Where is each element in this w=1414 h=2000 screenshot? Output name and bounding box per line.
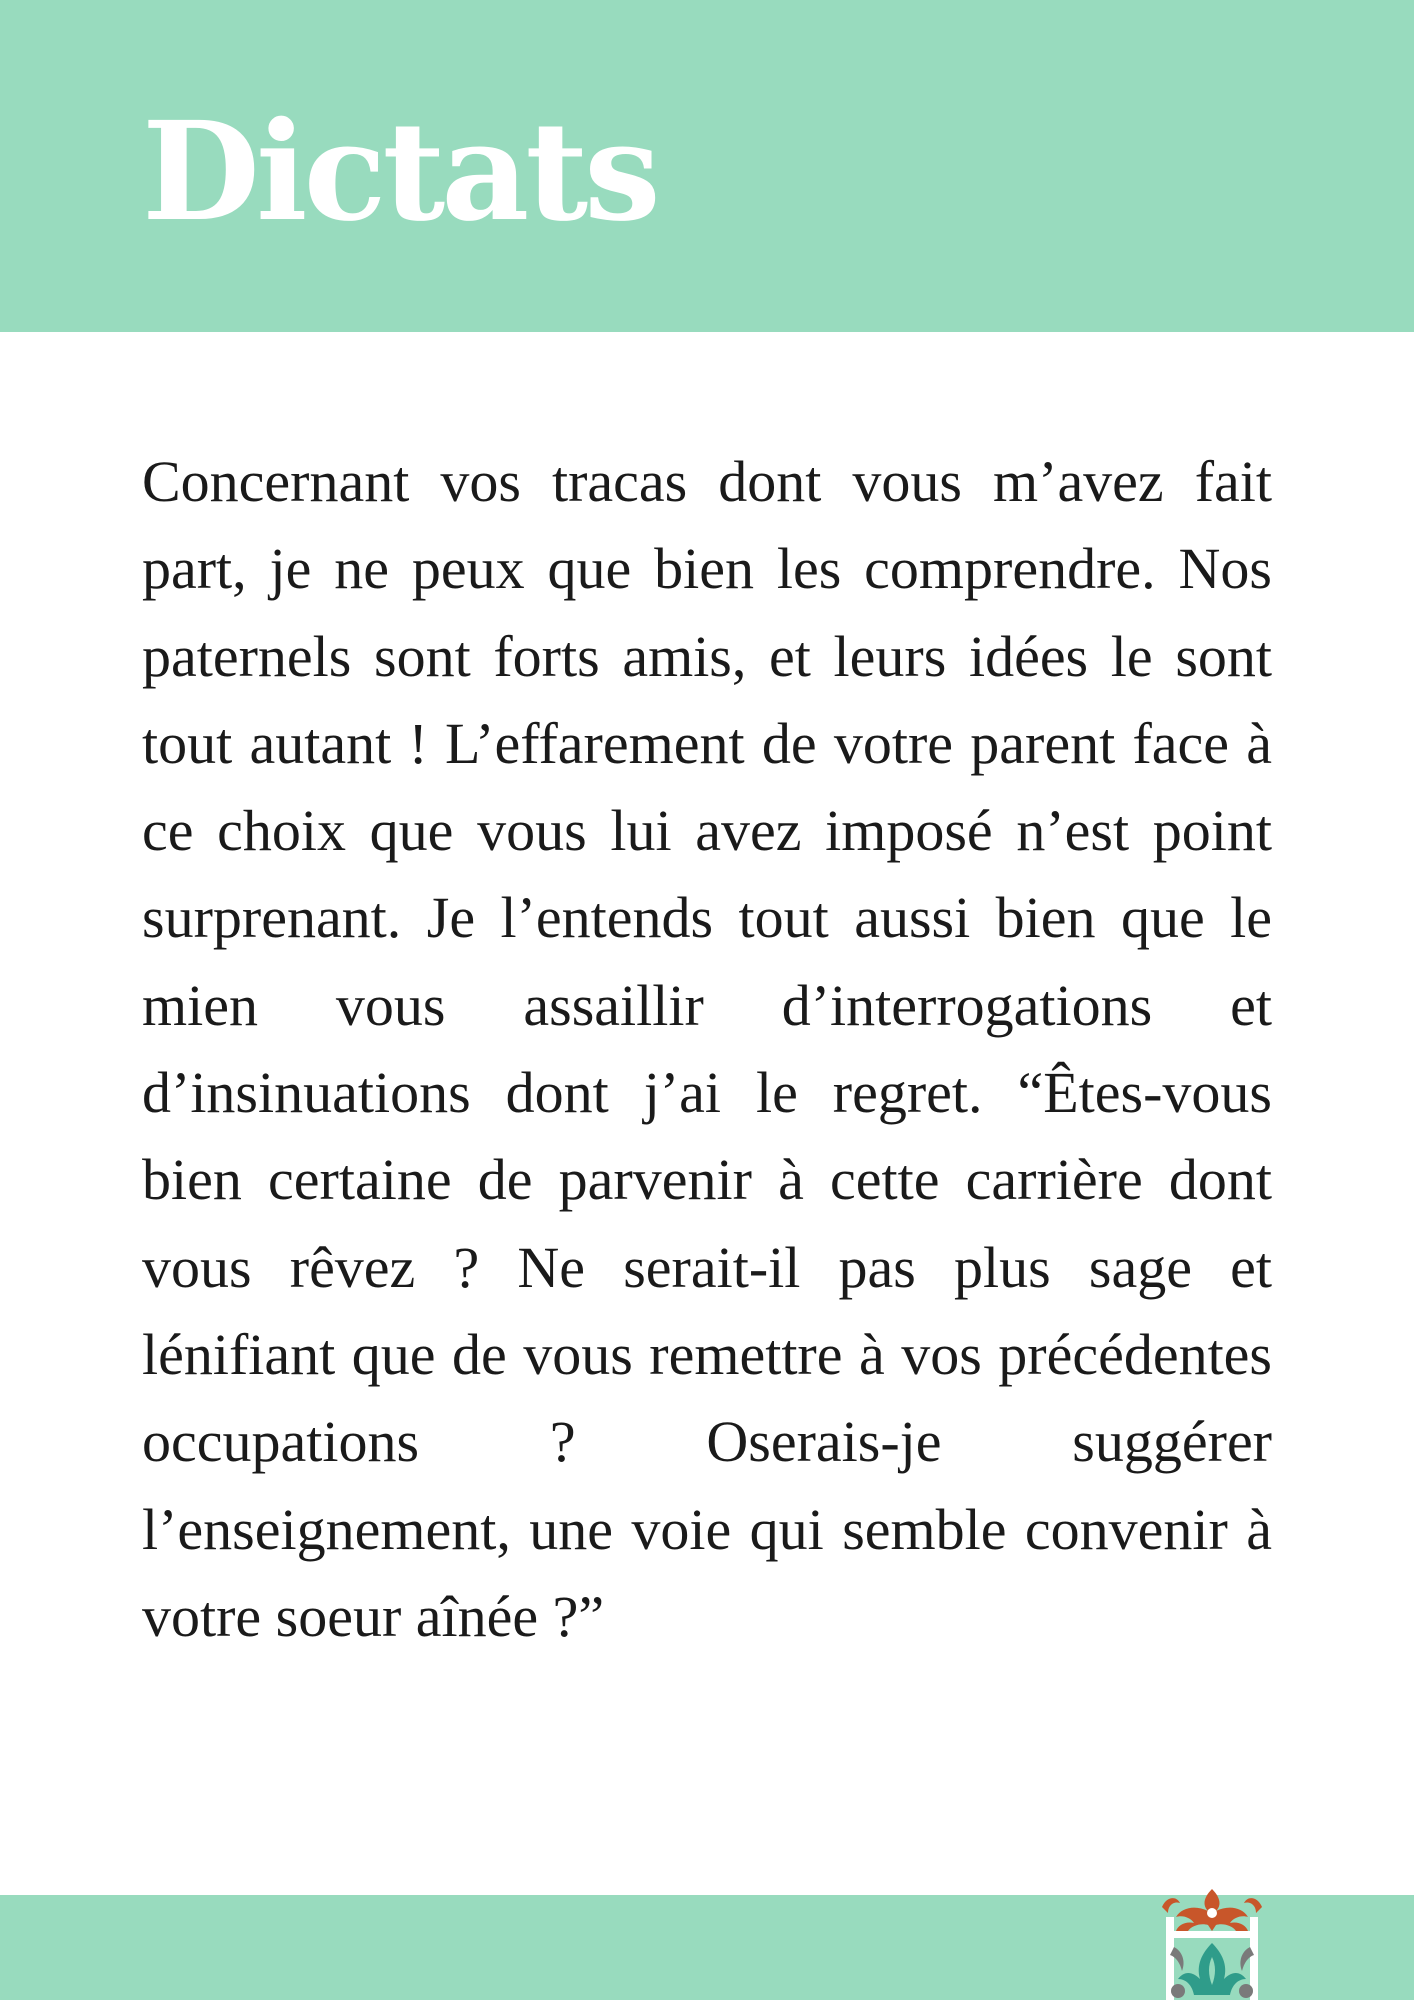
page-title: Dictats: [142, 92, 657, 252]
body-paragraph: Concernant vos tracas dont vous m’avez fait part, je ne peux que bien les comprendre. Nos paternels sont forts amis, et leurs idées le sont tout autant ! L’effarement de votre parent face à ce choix que vous lui avez imposé n’est point surprenant. Je l’entends tout aussi bien que le mien vous assaillir d’interrogations et d’insinuations dont j’ai le regret. “Êtes-vous bien certaine de parvenir à cette carrière dont vous rêvez ? Ne serait-il pas plus sage et lénifiant que de vous remettre à vos précédentes occupations ? Oserais-je suggérer l’enseignement, une voie qui semble convenir à votre soeur aînée ?”: [142, 449, 1272, 1649]
header-band: [0, 0, 1414, 332]
ornament-icon: [1152, 1887, 1272, 2000]
